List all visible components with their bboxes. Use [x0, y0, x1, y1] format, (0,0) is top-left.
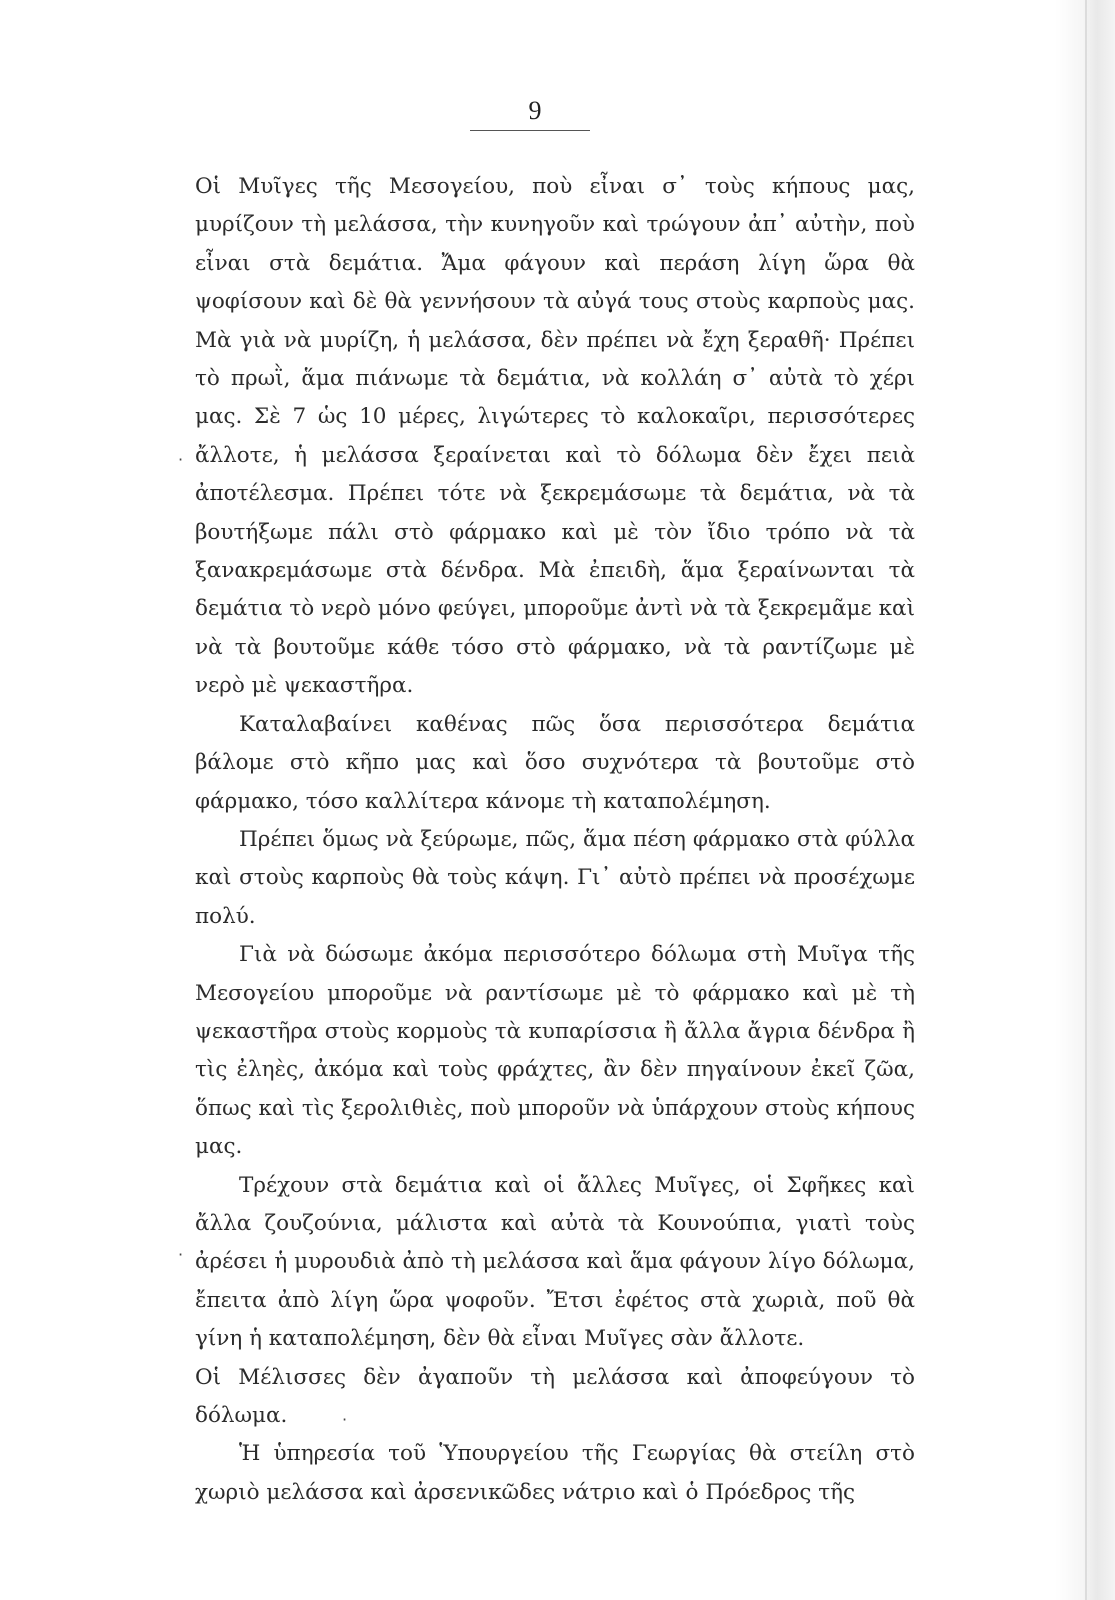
- paragraph-1: Οἱ Μυῖγες τῆς Μεσογείου, ποὺ εἶναι σ᾽ τοὺς κήπους μας, μυρίζουν τὴ μελάσσα, τὴν κυνηγοῦν καὶ τρώγουν ἀπ᾽ αὐτὴν, ποὺ εἶναι στὰ δεμάτια. Ἄμα φάγουν καὶ περάση λίγη ὥρα θὰ ψοφίσουν καὶ δὲ θὰ γεννήσουν τὰ αὐγά τους στοὺς καρποὺς μας. Μὰ γιὰ νὰ μυρίζη, ἡ μελάσσα, δὲν πρέπει νὰ ἔχη ξεραθῆ· Πρέπει τὸ πρωῒ, ἅμα πιάνωμε τὰ δεμάτια, νὰ κολλάη σ᾽ αὐτὰ τὸ χέρι μας. Σὲ 7 ὡς 10 μέρες, λιγώτερες τὸ καλοκαῖρι, περισσότερες ἄλλοτε, ἡ μελάσσα ξεραίνεται καὶ τὸ δόλωμα δὲν ἔχει πειὰ ἀποτέλεσμα. Πρέπει τότε νὰ ξεκρεμάσωμε τὰ δεμάτια, νὰ τὰ βουτήξωμε πάλι στὸ φάρμακο καὶ μὲ τὸν ἴδιο τρόπο νὰ τὰ ξανακρεμάσωμε στὰ δένδρα. Μὰ ἐπειδὴ, ἅμα ξεραίνωνται τὰ δεμάτια τὸ νερὸ μόνο φεύγει, μποροῦμε ἀντὶ νὰ τὰ ξεκρεμᾶμε καὶ νὰ τὰ βουτοῦμε κάθε τόσο στὸ φάρμακο, νὰ τὰ ραντίζωμε μὲ νερὸ μὲ ψεκαστῆρα.: [195, 174, 915, 699]
- scan-speck: ·: [342, 1410, 348, 1429]
- paragraph-4: Γιὰ νὰ δώσωμε ἀκόμα περισσότερο δόλωμα στὴ Μυῖγα τῆς Μεσογείου μποροῦμε νὰ ραντίσωμε μὲ τὸ φάρμακο καὶ μὲ τὴ ψεκαστῆρα στοὺς κορμοὺς τὰ κυπαρίσσια ἢ ἄλλα ἄγρια δένδρα ἢ τὶς ἐληὲς, ἀκόμα καὶ τοὺς φράχτες, ἂν δὲν πηγαίνουν ἐκεῖ ζῶα, ὅπως καὶ τὶς ξερολιθιὲς, ποὺ μποροῦν νὰ ὑπάρχουν στοὺς κήπους μας.: [195, 942, 915, 1160]
- scan-speck: ·: [178, 450, 184, 469]
- paragraph-3: Πρέπει ὅμως νὰ ξεύρωμε, πῶς, ἅμα πέση φάρμακο στὰ φύλλα καὶ στοὺς καρποὺς θὰ τοὺς κάψη. Γι᾽ αὐτὸ πρέπει νὰ προσέχωμε πολύ.: [195, 826, 915, 929]
- page-edge-line: [1085, 0, 1087, 1600]
- header-rule: [470, 130, 590, 131]
- page-number: 9: [528, 96, 542, 125]
- paragraph-7: Ἡ ὑπηρεσία τοῦ Ὑπουργείου τῆς Γεωργίας θὰ στείλη στὸ χωριὸ μελάσσα καὶ ἀρσενικῶδες νάτριο καὶ ὁ Πρόεδρος τῆς: [195, 1441, 915, 1505]
- body-text: [195, 168, 915, 1512]
- paragraph-5: Τρέχουν στὰ δεμάτια καὶ οἱ ἄλλες Μυῖγες, οἱ Σφῆκες καὶ ἄλλα ζουζούνια, μάλιστα καὶ αὐτὰ τὰ Κουνούπια, γιατὶ τοὺς ἀρέσει ἡ μυρουδιὰ ἀπὸ τὴ μελάσσα καὶ ἅμα φάγουν λίγο δόλωμα, ἔπειτα ἀπὸ λίγη ὥρα ψοφοῦν. Ἔτσι ἐφέτος στὰ χωριὰ, ποῦ θὰ γίνη ἡ καταπολέμηση, δὲν θὰ εἶναι Μυῖγες σὰν ἄλλοτε.: [195, 1172, 915, 1352]
- scan-speck: ·: [178, 1245, 184, 1264]
- paragraph-6: Οἱ Μέλισσες δὲν ἀγαποῦν τὴ μελάσσα καὶ ἀποφεύγουν τὸ δόλωμα.: [195, 1364, 915, 1428]
- paragraph-2: Καταλαβαίνει καθένας πῶς ὅσα περισσότερα δεμάτια βάλομε στὸ κῆπο μας καὶ ὅσο συχνότερα τὰ βουτοῦμε στὸ φάρμακο, τόσο καλλίτερα κάνομε τὴ καταπολέμηση.: [195, 711, 915, 814]
